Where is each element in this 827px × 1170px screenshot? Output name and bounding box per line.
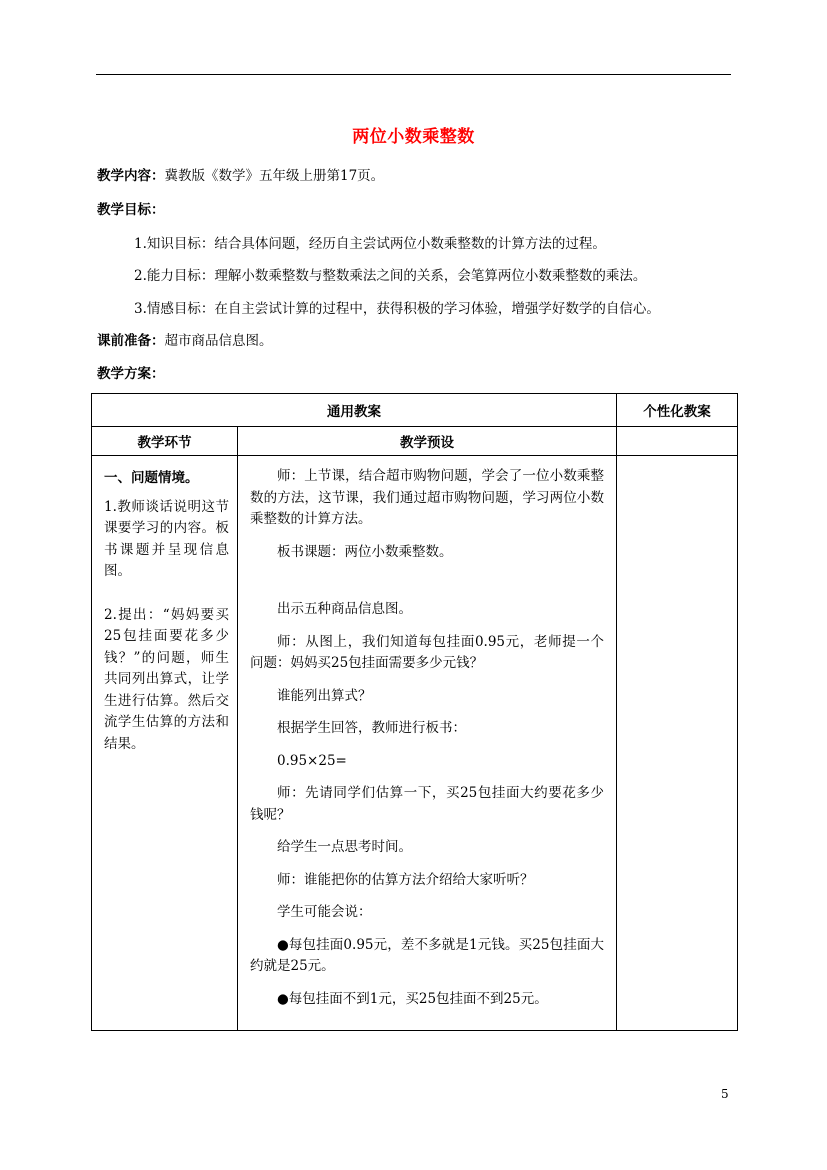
goal-item-ability: 2.能力目标：理解小数乘整数与整数乘法之间的关系，会笔算两位小数乘整数的乘法。 bbox=[134, 268, 647, 284]
preset-formula: 0.95×25= bbox=[277, 752, 347, 769]
goal-item-emotion: 3.情感目标：在自主尝试计算的过程中，获得积极的学习体验，增强学好数学的自信心。 bbox=[134, 301, 660, 317]
lesson-plan-table bbox=[91, 393, 738, 1031]
preset-paragraph: 根据学生回答，教师进行板书： bbox=[277, 720, 466, 736]
stage-step-2: 2.提出：“妈妈要买25包挂面要花多少钱？”的问题，师生共同列出算式，让学生进行估算。然后交流学生估算的方法和结果。 bbox=[104, 606, 229, 752]
teaching-content bbox=[97, 164, 384, 184]
preset-paragraph: 给学生一点思考时间。 bbox=[277, 839, 412, 855]
personal-cell bbox=[617, 456, 738, 1031]
preset-paragraph: 谁能列出算式？ bbox=[277, 687, 372, 704]
stage-cell bbox=[92, 456, 238, 1031]
header-rule bbox=[96, 74, 731, 75]
preset-bullet: ●每包挂面0.95元，差不多就是1元钱。买25包挂面大约就是25元。 bbox=[250, 936, 604, 974]
table-body-row bbox=[92, 456, 738, 1031]
table-header-row bbox=[92, 394, 738, 427]
teaching-content-text: 冀教版《数学》五年级上册第17页。 bbox=[164, 168, 385, 184]
plan-label-text: 教学方案： bbox=[97, 366, 165, 382]
goal-item-knowledge: 1.知识目标：结合具体问题，经历自主尝试两位小数乘整数的计算方法的过程。 bbox=[134, 236, 606, 252]
table-subheader-row bbox=[92, 427, 738, 456]
stage-section-title: 一、问题情境。 bbox=[104, 470, 199, 486]
preset-paragraph: 师：先请同学们估算一下，买25包挂面大约要花多少钱呢？ bbox=[250, 785, 604, 823]
header-general: 通用教案 bbox=[92, 394, 617, 427]
header-preset: 教学预设 bbox=[238, 427, 617, 456]
preparation-text: 超市商品信息图。 bbox=[164, 333, 273, 349]
teaching-goals-label bbox=[97, 198, 165, 218]
preparation-label: 课前准备： bbox=[97, 333, 165, 349]
goals-label-text: 教学目标： bbox=[97, 202, 165, 218]
teaching-content-label: 教学内容： bbox=[97, 168, 165, 184]
page-title: 两位小数乘整数 bbox=[352, 127, 475, 147]
teaching-plan-label bbox=[97, 362, 165, 382]
preparation bbox=[97, 329, 273, 349]
preset-paragraph: 师：谁能把你的估算方法介绍给大家听听？ bbox=[277, 871, 534, 888]
preset-paragraph: 师：从图上，我们知道每包挂面0.95元，老师提一个问题：妈妈买25包挂面需要多少元钱？ bbox=[250, 633, 604, 671]
preset-paragraph: 师：上节课，结合超市购物问题，学会了一位小数乘整数的方法，这节课，我们通过超市购物问题，学习两位小数乘整数的计算方法。 bbox=[250, 468, 604, 527]
preset-paragraph: 板书课题：两位小数乘整数。 bbox=[277, 543, 453, 560]
preset-bullet: ●每包挂面不到1元，买25包挂面不到25元。 bbox=[277, 990, 548, 1007]
header-stage: 教学环节 bbox=[92, 427, 238, 456]
header-personal: 个性化教案 bbox=[617, 394, 738, 427]
preset-paragraph: 出示五种商品信息图。 bbox=[277, 601, 412, 617]
header-personal-empty bbox=[617, 427, 738, 456]
preset-cell bbox=[238, 456, 617, 1031]
preset-paragraph: 学生可能会说： bbox=[277, 904, 372, 920]
page-number: 5 bbox=[721, 1087, 729, 1101]
stage-step-1: 1.教师谈话说明这节课要学习的内容。板书课题并呈现信息图。 bbox=[104, 498, 229, 579]
